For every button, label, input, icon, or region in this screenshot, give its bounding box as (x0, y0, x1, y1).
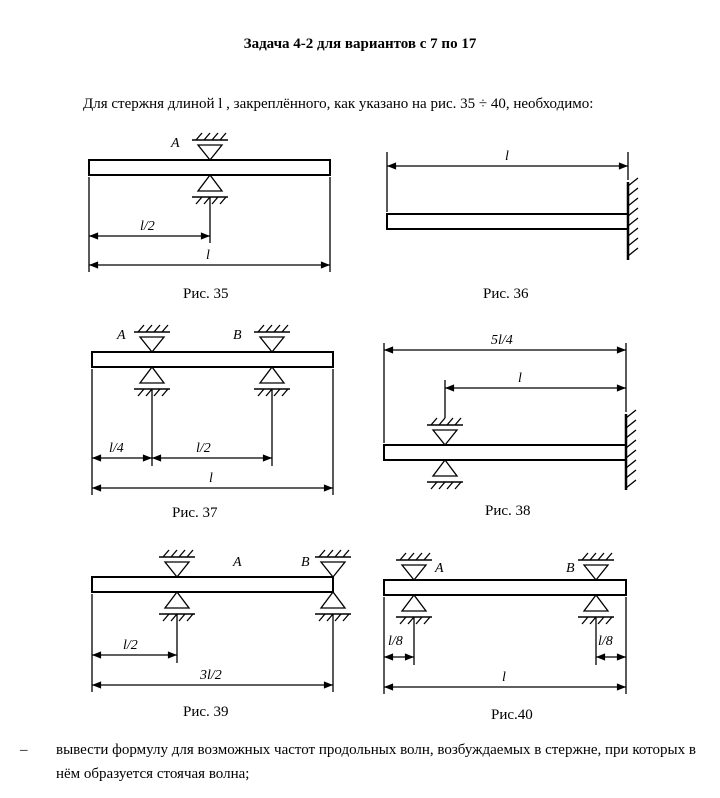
fig40-label-a: A (435, 561, 444, 576)
fig37-dim-half-label: l/2 (196, 441, 211, 456)
task-title: Задача 4-2 для вариантов с 7 по 17 (243, 36, 477, 52)
fig40-support-a-top (396, 553, 432, 580)
fig37-support-b-top (254, 325, 290, 352)
fig35-dim-half-label: l/2 (140, 219, 155, 234)
fig40-caption: Рис.40 (491, 707, 533, 723)
fig36-caption: Рис. 36 (483, 286, 529, 302)
bullet-text: вывести формулу для возможных частот продольных волн, возбуждаемых в стержне, при которых в нём образуется стоячая волна; (56, 742, 696, 782)
fig38-support-bottom (427, 460, 463, 489)
fig40-support-b-top (578, 553, 614, 580)
fig38-diagram (384, 343, 636, 490)
fig39-support-b-top (315, 550, 351, 577)
fig40-dim-full-label: l (502, 670, 506, 685)
fig38-dim-total-label: 5l/4 (491, 333, 513, 348)
fig38-rod (384, 445, 626, 460)
fig36-diagram (387, 152, 638, 260)
bullet-dash: – (20, 742, 28, 758)
fig39-dim-half-label: l/2 (123, 638, 138, 653)
fig39-label-b: B (301, 555, 310, 570)
fig35-dim-full-label: l (206, 248, 210, 263)
fig40-rod (384, 580, 626, 595)
fig39-dim-total-label: 3l/2 (200, 668, 222, 683)
intro-text: Для стержня длиной l , закреплённого, как указано на рис. 35 ÷ 40, необходимо: (83, 96, 594, 112)
fig40-label-b: B (566, 561, 575, 576)
fig35-rod (89, 160, 330, 175)
fig37-label-b: B (233, 328, 242, 343)
fig40-dim-right-label: l/8 (598, 634, 613, 649)
fig37-caption: Рис. 37 (172, 505, 218, 521)
fig38-support-top (427, 418, 463, 445)
fig35-support-top (192, 133, 228, 160)
fig36-rod (387, 214, 628, 229)
fig37-rod (92, 352, 333, 367)
fig37-dim-full-label: l (209, 471, 213, 486)
fig37-dim-quarter-label: l/4 (109, 441, 124, 456)
fig36-dim-full-label: l (505, 149, 509, 164)
fig35-caption: Рис. 35 (183, 286, 229, 302)
fig39-rod (92, 577, 333, 592)
fig37-diagram (92, 325, 333, 495)
fig37-label-a: A (117, 328, 126, 343)
fig38-dim-l-label: l (518, 371, 522, 386)
fig38-caption: Рис. 38 (485, 503, 531, 519)
fig39-label-a: A (233, 555, 242, 570)
fig39-caption: Рис. 39 (183, 704, 229, 720)
fig35-label-a: A (171, 136, 180, 151)
fig37-support-a-top (134, 325, 170, 352)
fig40-dim-left-label: l/8 (388, 634, 403, 649)
fig39-support-a-top (159, 550, 195, 577)
